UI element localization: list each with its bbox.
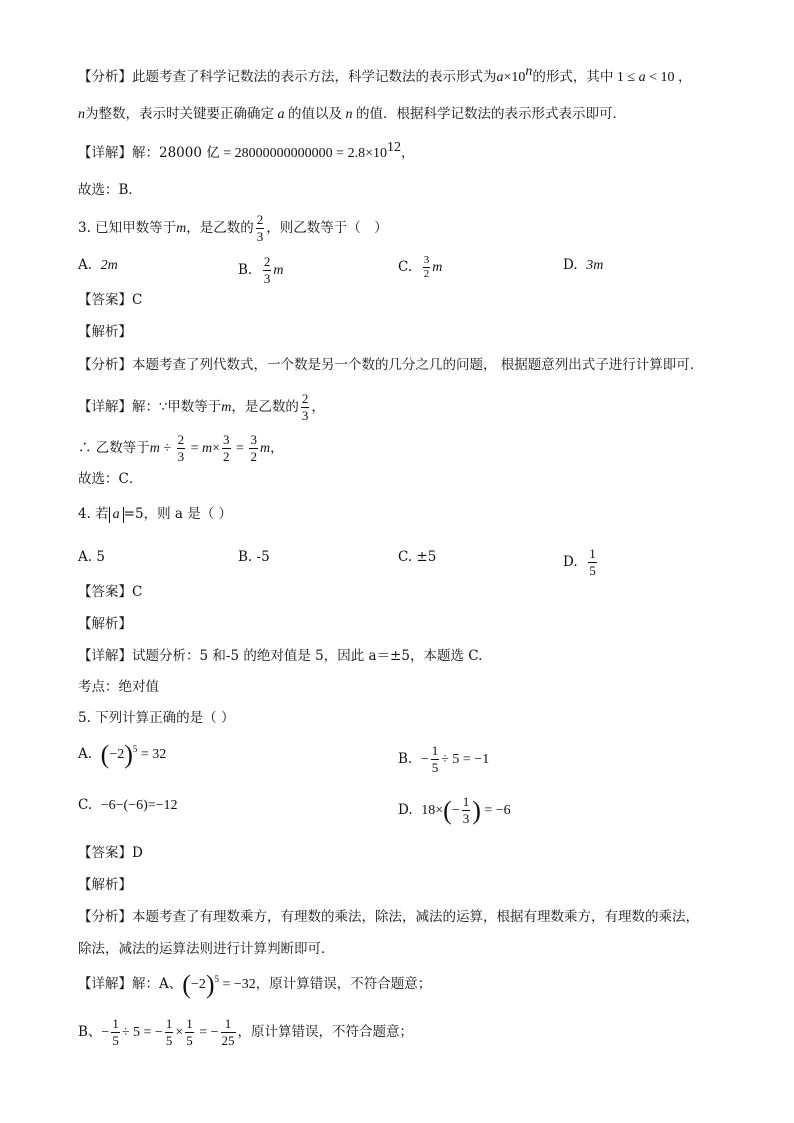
option-label: D. <box>563 554 578 570</box>
q2-analysis-line1: 【分析】此题考查了科学记数法的表示方法，科学记数法的表示形式为$a\times 10^n$的形式，其中 1 ≤ a < 10 ， <box>78 64 692 85</box>
q2-analysis-text-3: 为整数，表示时关键要正确确定 <box>85 106 274 122</box>
q3-detail-text: 甲数等于 <box>167 399 222 415</box>
q3-option-c[interactable]: C. $\frac{3}{2}$ m <box>398 254 443 280</box>
q3-answer: 【答案】C <box>78 292 143 308</box>
option-label: B. <box>398 751 413 767</box>
q2-detail-label: 【详解】解：28000 亿 <box>78 145 220 161</box>
q5-analysis-line2: 除法，减法的运算法则进行计算判断即可． <box>78 941 335 957</box>
option-label: A. <box>78 746 93 762</box>
q5-detail-a: 【详解】解：A、$(-2)^5 = -32$，原计算错误，不符合题意； <box>78 969 432 999</box>
q5-analysis-line1: 【分析】本题考查了有理数乘方，有理数的乘法，除法，减法的运算，根据有理数乘方，有理数的乘法， <box>78 909 699 925</box>
fraction: $\frac{1}{5}$ <box>165 1016 173 1048</box>
q5-answer: 【答案】D <box>78 845 143 861</box>
fraction: $\frac{3}{2}$ <box>223 432 230 464</box>
q3-stem-text: 3. 已知甲数等于 <box>78 220 177 236</box>
option-label: D. <box>398 802 413 818</box>
q4-answer: 【答案】C <box>78 584 143 600</box>
q3-option-a[interactable] <box>78 255 118 276</box>
q3-detail-label: 【详解】解： <box>78 399 159 415</box>
q4-point: 考点：绝对值 <box>78 679 159 695</box>
fraction: $\frac{3}{2}$ <box>423 254 430 280</box>
q4-stem-text-2: =5，则 a 是（ ） <box>123 506 232 522</box>
fraction: $\frac{1}{5}$ <box>186 1016 193 1048</box>
q3-jiexi: 【解析】 <box>78 324 132 340</box>
q2-detail-line: 【详解】解：28000 亿 = $28000000000000 = 2.8\times 10^{12}$， <box>78 140 415 161</box>
q3-detail-text-2: ，是乙数的 <box>231 399 299 415</box>
q3-therefore-text: ∴ 乙数等于 <box>78 440 150 456</box>
q5-option-c[interactable] <box>78 795 178 816</box>
q5-option-d[interactable]: D. 18×(− $\frac{1}{3}$ ) = −6 <box>398 794 511 826</box>
q3-option-d[interactable] <box>563 255 603 276</box>
option-label: B. <box>238 262 253 278</box>
absolute-value: a <box>109 507 124 523</box>
q3-stem: 3. 已知甲数等于m，是乙数的 $\frac{2}{3}$ ，则乙数等于（ ） <box>78 212 388 244</box>
q4-option-c[interactable]: C. ±5 <box>398 549 437 565</box>
because-icon: ∵ <box>159 400 168 415</box>
q2-analysis-text-4: 的值以及 <box>288 106 342 122</box>
q5-option-b[interactable]: B. − $\frac{1}{5}$ ÷ 5 = −1 <box>398 743 490 775</box>
q2-analysis-text: 【分析】此题考查了科学记数法的表示方法，科学记数法的表示形式为 <box>78 69 497 85</box>
fraction: $\frac{2}{3}$ <box>256 212 264 244</box>
q2-detail-exponent: 12 <box>386 140 401 155</box>
q3-stem-text-2: ，是乙数的 <box>186 220 254 236</box>
fraction: $\frac{2}{3}$ <box>177 432 185 464</box>
q2-analysis-text-5: 的值．根据科学记数法的表示形式表示即可． <box>356 106 626 122</box>
q3-detail: 【详解】解：∵甲数等于m，是乙数的 $\frac{2}{3}$ ， <box>78 391 325 423</box>
fraction: $\frac{1}{25}$ <box>221 1016 235 1048</box>
q2-analysis-text-2: 的形式，其中 <box>532 69 614 85</box>
q4-option-a[interactable]: A. 5 <box>78 549 105 565</box>
q5-detail-b-tail: ，原计算错误，不符合题意； <box>237 1024 414 1040</box>
fraction: $\frac{2}{3}$ <box>263 254 271 286</box>
q5-detail-a-tail: ，原计算错误，不符合题意； <box>255 976 432 992</box>
q3-stem-text-3: ，则乙数等于（ ） <box>266 220 388 236</box>
q2-analysis-line2: n为整数，表示时关键要正确确定 a 的值以及 n 的值．根据科学记数法的表示形式表示即可． <box>78 106 626 122</box>
q4-stem-text: 4. 若 <box>78 506 109 522</box>
q5-option-a[interactable]: A. $(-2)^5 = 32$ <box>78 739 167 769</box>
q5-stem: 5. 下列计算正确的是（ ） <box>78 710 235 726</box>
option-label: C. <box>78 797 93 813</box>
q3-answer-line: 故选：C． <box>78 471 143 487</box>
option-label: A. <box>78 257 93 273</box>
option-label: C. <box>398 259 413 275</box>
fraction: $\frac{1}{5}$ <box>431 743 439 775</box>
fraction: $\frac{3}{2}$ <box>250 432 257 464</box>
fraction: $\frac{1}{5}$ <box>112 1016 119 1048</box>
q2-detail-sci: 2.8×10 <box>347 146 387 161</box>
q5-detail-b: B、− $\frac{1}{5}$ ÷ 5 = − $\frac{1}{5}$ × $\frac{1}{5}$ = − $\frac{1}{25}$ ，原计算错误，不符合题意； <box>78 1016 414 1048</box>
fraction: $\frac{1}{5}$ <box>589 546 596 578</box>
q4-jiexi: 【解析】 <box>78 616 132 632</box>
q3-analysis: 【分析】本题考查了列代数式，一个数是另一个数的几分之几的问题， 根据题意列出式子进行计算即可． <box>78 357 704 373</box>
q2-answer: 故选：B． <box>78 182 142 198</box>
option-value: −6−(−6)=−12 <box>100 798 178 813</box>
q3-detail-text-3: ， <box>311 399 325 415</box>
q4-option-d[interactable] <box>563 547 599 578</box>
option-value: 3m <box>586 258 604 273</box>
q4-stem <box>78 504 232 524</box>
option-value: 2m <box>100 258 118 273</box>
q5-detail-a-label: 【详解】解：A、 <box>78 976 183 992</box>
q3-option-b[interactable]: B. $\frac{2}{3}$ m <box>238 254 284 286</box>
fraction: $\frac{2}{3}$ <box>301 391 309 423</box>
option-label: D. <box>563 257 578 273</box>
q2-detail-number: 28000000000000 <box>234 146 333 161</box>
fraction: $\frac{1}{3}$ <box>462 794 470 826</box>
q5-jiexi: 【解析】 <box>78 877 132 893</box>
q3-therefore: ∴ 乙数等于m ÷ $\frac{2}{3}$ = m× $\frac{3}{2}$ = $\frac{3}{2}$ m， <box>78 432 284 464</box>
q4-detail: 【详解】试题分析：5 和-5 的绝对值是 5，因此 a＝±5，本题选 C. <box>78 648 483 664</box>
q5-detail-b-label: B、 <box>78 1024 102 1040</box>
q4-option-b[interactable]: B. -5 <box>238 549 270 565</box>
